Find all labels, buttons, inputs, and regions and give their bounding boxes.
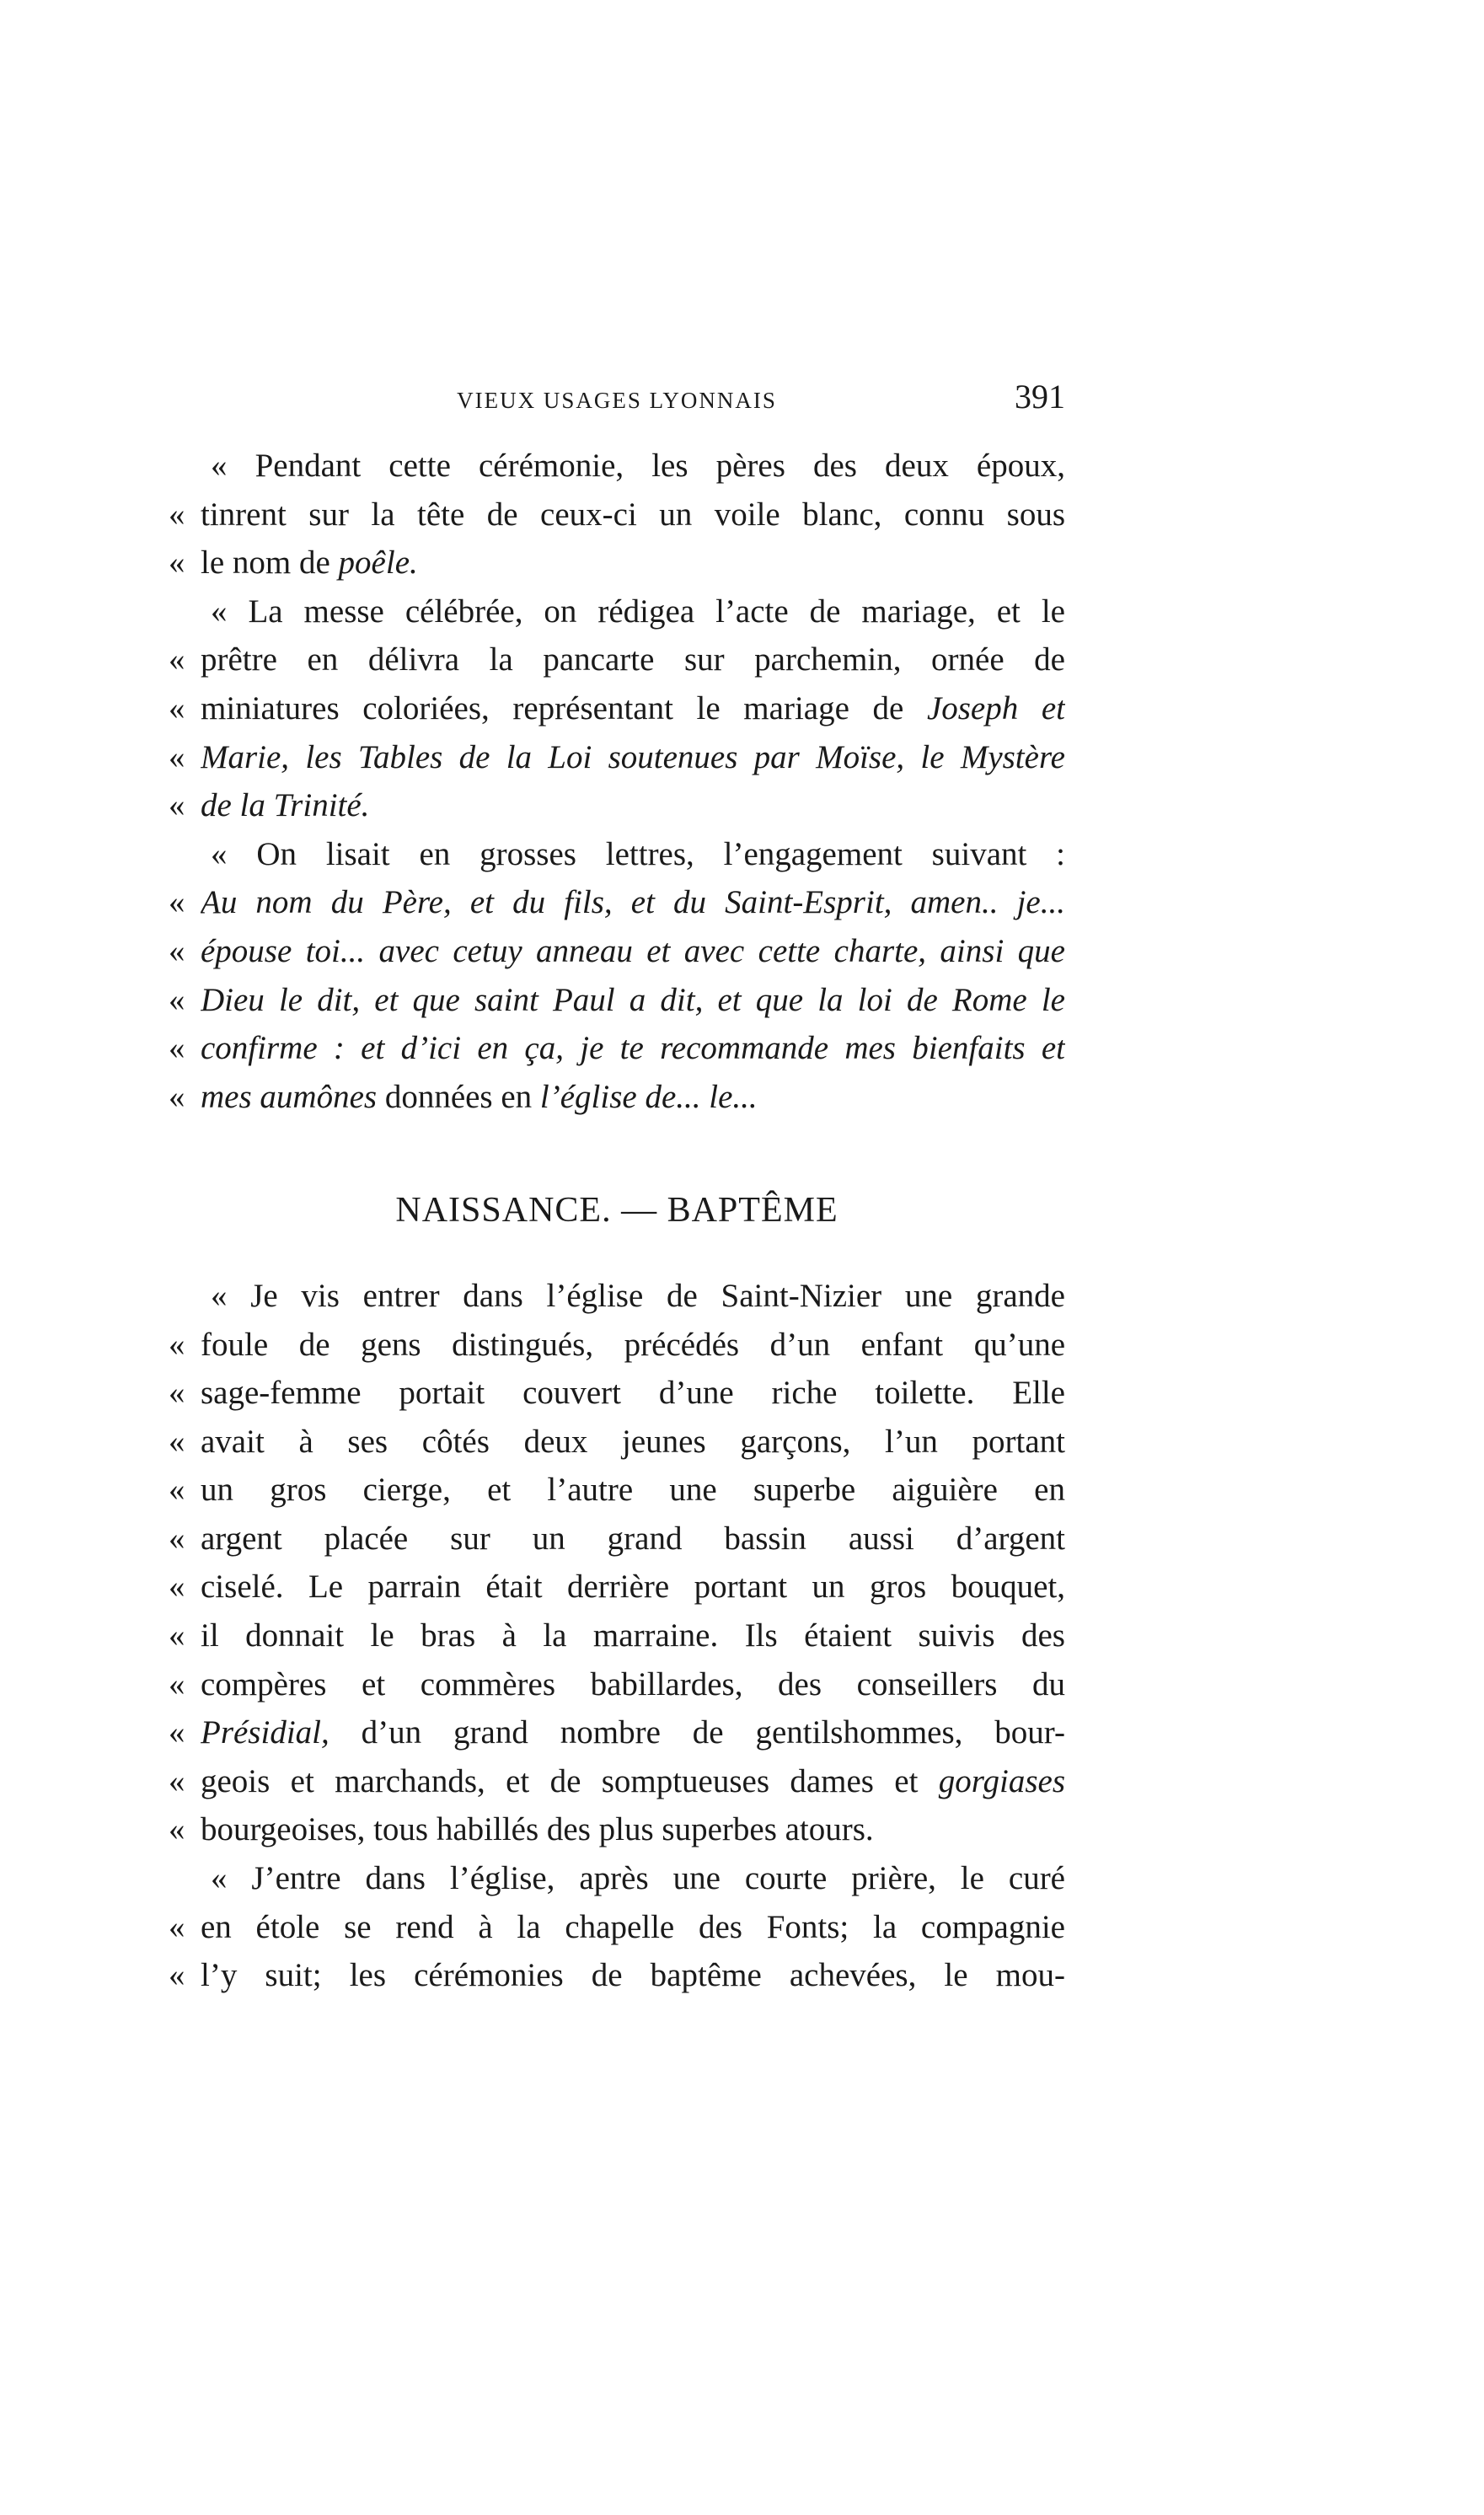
text-line: [169, 1024, 1065, 1073]
running-title: VIEUX USAGES LYONNAIS: [457, 388, 777, 413]
line-body: [211, 830, 1065, 879]
quote-mark: «: [169, 932, 185, 969]
text-line: [169, 1369, 1065, 1418]
line-body: [201, 539, 1065, 587]
line-body: [201, 635, 1065, 684]
text-run: « Je vis entrer dans l’église de Saint-Nizier une grande: [211, 1277, 1065, 1314]
quote-mark: «: [169, 787, 185, 824]
text-block-marriage: [169, 442, 1065, 1121]
line-body: [201, 1321, 1065, 1370]
italic-text: épouse toi... avec cetuy anneau et avec cette charte, ainsi que: [201, 932, 1065, 969]
line-body: [201, 733, 1065, 782]
page-number: 391: [1015, 378, 1065, 416]
text-run: « Pendant cette cérémonie, les pères des deux époux,: [211, 448, 1065, 484]
line-body: [201, 878, 1065, 927]
line-body: [201, 927, 1065, 976]
text-run: « On lisait en grosses lettres, l’engagement suivant :: [211, 835, 1065, 872]
line-body: [201, 1024, 1065, 1073]
line-body: [201, 1951, 1065, 2000]
quote-mark: «: [169, 1762, 185, 1799]
line-body: [201, 1805, 1065, 1854]
line-body: [201, 976, 1065, 1025]
text-line: [169, 1951, 1065, 2000]
text-line: [169, 878, 1065, 927]
text-line: [169, 1563, 1065, 1611]
line-body: [201, 1757, 1065, 1806]
text-line: [169, 927, 1065, 976]
line-body: [201, 1073, 1065, 1122]
text-line: [169, 830, 1065, 879]
text-run: « J’entre dans l’église, après une courte prière, le curé: [211, 1860, 1065, 1897]
text-line: [169, 1611, 1065, 1660]
italic-text: gorgiases: [938, 1762, 1065, 1799]
line-body: [211, 1272, 1065, 1321]
text-line: [169, 781, 1065, 830]
text-run: miniatures coloriées, représentant le mariage de: [201, 689, 927, 727]
text-line: [169, 733, 1065, 782]
quote-mark: «: [169, 884, 185, 921]
text-run: tinrent sur la tête de ceux-ci un voile blanc, connu sous: [201, 496, 1065, 533]
quote-mark: «: [169, 496, 185, 533]
text-line: [169, 1660, 1065, 1709]
text-line: [169, 1805, 1065, 1854]
text-run: sage-femme portait couvert d’une riche toilette. Elle: [201, 1375, 1065, 1412]
text-run: d’un grand nombre de gentilshommes, bour-: [329, 1714, 1065, 1751]
quote-mark: «: [169, 1957, 185, 1994]
line-body: [201, 491, 1065, 539]
text-line: [169, 1757, 1065, 1806]
quote-mark: «: [169, 981, 185, 1018]
line-body: [201, 1418, 1065, 1467]
text-line: [169, 491, 1065, 539]
italic-text: confirme : et d’ici en ça, je te recommande mes bienfaits et: [201, 1030, 1065, 1067]
text-run: l’y suit; les cérémonies de baptême achevées, le mou-: [201, 1957, 1065, 1994]
italic-text: mes aumônes: [201, 1078, 378, 1115]
line-body: [201, 1466, 1065, 1515]
quote-mark: «: [169, 738, 185, 775]
text-line: [169, 1466, 1065, 1515]
quote-mark: «: [169, 1520, 185, 1557]
quote-mark: «: [169, 1714, 185, 1751]
text-run: il donnait le bras à la marraine. Ils étaient suivis des: [201, 1617, 1065, 1654]
text-line: [169, 1903, 1065, 1952]
quote-mark: «: [169, 1375, 185, 1412]
italic-text: l’église de... le...: [539, 1078, 758, 1115]
quote-mark: «: [169, 544, 185, 582]
section-heading: NAISSANCE. — BAPTÊME: [395, 1191, 838, 1231]
page-text: [169, 442, 1065, 2000]
quote-mark: «: [169, 1811, 185, 1848]
page-header: [169, 379, 1065, 421]
italic-text: Marie, les Tables de la Loi soutenues par Moïse, le Mystère: [201, 738, 1065, 775]
text-line: [169, 1321, 1065, 1370]
line-body: [201, 1903, 1065, 1952]
text-run: un gros cierge, et l’autre une superbe aiguière en: [201, 1472, 1065, 1509]
line-body: [201, 1611, 1065, 1660]
text-run: argent placée sur un grand bassin aussi d’argent: [201, 1520, 1065, 1557]
italic-text: Au nom du Père, et du fils, et du Saint-Esprit, amen.. je...: [201, 884, 1065, 921]
quote-mark: «: [169, 1423, 185, 1460]
quote-mark: «: [169, 1472, 185, 1509]
line-body: [201, 1369, 1065, 1418]
text-line: [169, 587, 1065, 636]
line-body: [201, 1515, 1065, 1563]
text-line: [169, 1854, 1065, 1903]
quote-mark: «: [169, 689, 185, 727]
text-line: [169, 684, 1065, 733]
line-body: [201, 781, 1065, 830]
text-line: [169, 635, 1065, 684]
text-line: [169, 442, 1065, 491]
line-body: [201, 1563, 1065, 1611]
quote-mark: «: [169, 1617, 185, 1654]
italic-text: Dieu le dit, et que saint Paul a dit, et que la loi de Rome le: [201, 981, 1065, 1018]
text-run: données en: [377, 1078, 540, 1115]
text-run: compères et commères babillardes, des conseillers du: [201, 1665, 1065, 1703]
text-run: foule de gens distingués, précédés d’un enfant qu’une: [201, 1326, 1065, 1363]
quote-mark: «: [169, 1030, 185, 1067]
line-body: [201, 1660, 1065, 1709]
line-body: [211, 442, 1065, 491]
text-line: [169, 1708, 1065, 1757]
line-body: [211, 1854, 1065, 1903]
text-line: [169, 539, 1065, 587]
text-run: geois et marchands, et de somptueuses dames et: [201, 1762, 939, 1799]
italic-text: Présidial,: [201, 1714, 329, 1751]
line-body: [211, 587, 1065, 636]
text-line: [169, 976, 1065, 1025]
quote-mark: «: [169, 1665, 185, 1703]
text-run: le nom de: [201, 544, 339, 582]
line-body: [201, 684, 1065, 733]
text-block-baptism: [169, 1272, 1065, 2000]
text-line: [169, 1073, 1065, 1122]
quote-mark: «: [169, 641, 185, 678]
text-run: « La messe célébrée, on rédigea l’acte de mariage, et le: [211, 593, 1065, 630]
quote-mark: «: [169, 1078, 185, 1115]
quote-mark: «: [169, 1569, 185, 1606]
text-run: bourgeoises, tous habillés des plus superbes atours.: [201, 1811, 874, 1848]
text-run: prêtre en délivra la pancarte sur parchemin, ornée de: [201, 641, 1065, 678]
text-run: avait à ses côtés deux jeunes garçons, l’un portant: [201, 1423, 1065, 1460]
italic-text: Joseph et: [926, 689, 1065, 727]
text-line: [169, 1515, 1065, 1563]
text-line: [169, 1418, 1065, 1467]
quote-mark: «: [169, 1908, 185, 1945]
text-line: [169, 1272, 1065, 1321]
text-run: en étole se rend à la chapelle des Fonts; la compagnie: [201, 1908, 1065, 1945]
italic-text: poêle.: [338, 544, 418, 582]
quote-mark: «: [169, 1326, 185, 1363]
italic-text: de la Trinité.: [201, 787, 370, 824]
line-body: [201, 1708, 1065, 1757]
text-run: ciselé. Le parrain était derrière portant un gros bouquet,: [201, 1569, 1065, 1606]
